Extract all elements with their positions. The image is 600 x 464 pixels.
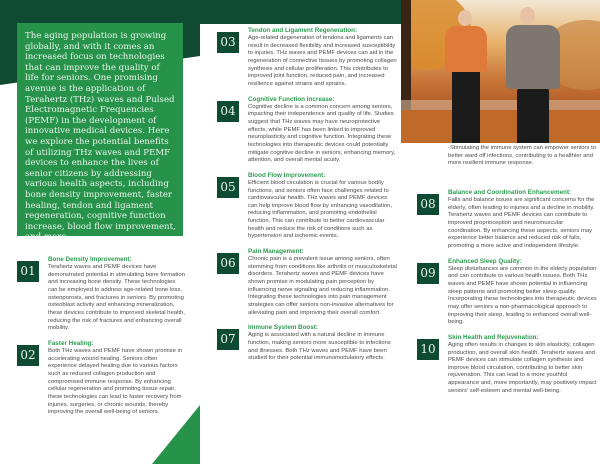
benefit-text: Both THz waves and PEMF have shown promise in accelerating wound healing. Seniors often experience delayed healing due to various factors such as reduced collagen production and compromised immune response. By enhancing cellular regeneration and promoting tissue repair, these technologies can lead to faster recovery from injuries, surgeries, or chronic wounds, thereby improving the overall well-being of seniors.: [48, 347, 183, 416]
number-badge: 01: [17, 261, 39, 282]
benefit-title: Cognitive Function Increase:: [248, 95, 335, 103]
number-badge: 04: [217, 101, 239, 122]
benefit-text: Aging is associated with a natural decline in immune function, making seniors more susceptible to infections and illnesses. Both THz waves and PEMF have been studied for their potential immunomodulatory effects.: [248, 332, 391, 362]
benefit-text: Falls and balance issues are significant concerns for the elderly, often leading to injuries and a decline in mobility. Terahertz waves and PEMF devices can contribute to improved proprioception and neuromuscular coordination. By enhancing these aspects, seniors may experience better balance and reduced risk of falls, promoting a more active and independent lifestyle.: [448, 197, 595, 249]
leaf-covered-ground: [401, 110, 600, 143]
seniors-running-photo: [401, 0, 600, 143]
benefit-title: Skin Health and Rejuvenation:: [448, 333, 539, 341]
benefit-title: Pain Management:: [248, 248, 304, 256]
intro-text: The aging population is growing globally, and with it comes an increased focus on technologies that can improve the quality of life for seniors. One promising avenue is the application of Terahertz (THz) waves and Pulsed Electromagnetic Frequencies (PEMF) in the development of innovative medical devices. Here we explore the potential benefits of utilizing THz waves and PEMF devices to enhance the lives of senior citizens by addressing various health aspects, including bone density improvement, faster healing, tendon and ligament regeneration, cognitive function increase, blood flow improvement, and more.: [25, 31, 176, 243]
benefit-title: Bone Density Improvement:: [48, 256, 132, 263]
benefit-item-10: [417, 334, 597, 396]
column-1: [17, 256, 185, 424]
benefit-text: Efficient blood circulation is crucial for various bodily functions, and seniors often face challenges related to cardiovascular health. THz waves and PEMF devices can help improve blood flow by enhancing vasodilation, reducing inflammation, and promoting endothelial function. This can contribute to better cardiovascular health and reduce the risk of conditions such as hypertension and ischemic events.: [248, 179, 393, 240]
benefit-text: Cognitive decline is a common concern among seniors, impacting their independence and quality of life. Studies suggest that THz waves may have neuroprotective effects, while PEMF has been linked to improved neuroplasticity and cognitive function. Integrating these technologies into therapeutic devices could potentially mitigate cognitive decline in seniors, enhancing memory, attention, and overall mental acuity.: [248, 103, 396, 164]
benefit-title: Immune System Boost:: [248, 324, 318, 332]
benefit-item-03: [217, 27, 397, 89]
column-3: [417, 189, 597, 402]
number-badge: 09: [417, 263, 439, 284]
benefit-title: Faster Healing:: [48, 339, 94, 347]
number-badge: 02: [17, 345, 39, 366]
number-badge: 05: [217, 177, 239, 198]
benefit-text: Age-related degeneration of tendons and ligaments can result in decreased flexibility and increased susceptibility to injuries. THz waves and PEMF devices can aid in the regeneration of connective tissues by promoting collagen synthesis and cellular proliferation. This contributes to improved joint function, reduced pain, and increased resilience against strains and sprains.: [248, 35, 397, 87]
column-2: [217, 27, 397, 370]
benefit-item-02: [17, 340, 185, 417]
benefit-text: Sleep disturbances are common in the elderly population and can contribute to various health issues. Both THz waves and PEMF have shown potential in influencing sleep patterns and promoting better sleep quality. Incorporating these technologies into therapeutic devices may offer seniors a non-pharmacological approach to improving their sleep, leading to enhanced overall well-being.: [448, 265, 597, 326]
benefit-text: Chronic pain is a prevalent issue among seniors, often stemming from conditions like arthritis or musculoskeletal disorders. Terahertz waves and PEMF devices have shown promise in modulating pain perception by influencing nerve signaling and reducing inflammation. Integrating these technologies into pain management strategies can offer seniors non-invasive alternatives for alleviating pain and improving their overall comfort.: [248, 256, 397, 316]
number-badge: 10: [417, 339, 439, 360]
number-badge: 03: [217, 32, 239, 53]
benefit-text: Terahertz waves and PEMF devices have demonstrated potential in stimulating bone formation and increasing bone density. These technologies can be employed to address age-related bone loss, osteoporosis, and fractures in seniors. By promoting osteoblast activity and enhancing mineralization, these devices contribute to improved skeletal health, reducing the risk of fractures and enhancing overall mobility.: [48, 264, 185, 332]
benefit-title: Tendon and Ligament Regeneration:: [248, 27, 358, 34]
benefit-item-06: [217, 248, 397, 317]
number-badge: 08: [417, 194, 439, 215]
benefit-item-09: [417, 258, 597, 327]
benefit-title: Enhanced Sleep Quality:: [448, 257, 522, 265]
benefit-item-07: [217, 324, 397, 363]
park-path: [401, 100, 600, 110]
benefit-title: Blood Flow Improvement:: [248, 171, 326, 179]
benefit-item-08: [417, 189, 597, 251]
benefit-item-01: [17, 256, 185, 333]
benefit-title: Balance and Coordination Enhancement:: [448, 189, 572, 196]
number-badge: 07: [217, 329, 239, 350]
benefit-item-05: [217, 172, 397, 241]
benefit-item-04: [217, 96, 397, 165]
benefit-text: Aging often results in changes to skin elasticity, collagen production, and overall skin health. Terahertz waves and PEMF devices can stimulate collagen synthesis and improve blood circulation, contributing to better skin rejuvenation. This can lead to a more youthful appearance and, more importantly, may positively impact seniors' self-esteem and mental well-being.: [448, 341, 597, 394]
intro-box: [17, 23, 183, 243]
immune-continued-text: -Stimulating the immune system can empower seniors to better ward off infections, contributing to a healthier and more resilient immune response.: [448, 145, 596, 167]
number-badge: 06: [217, 253, 239, 274]
